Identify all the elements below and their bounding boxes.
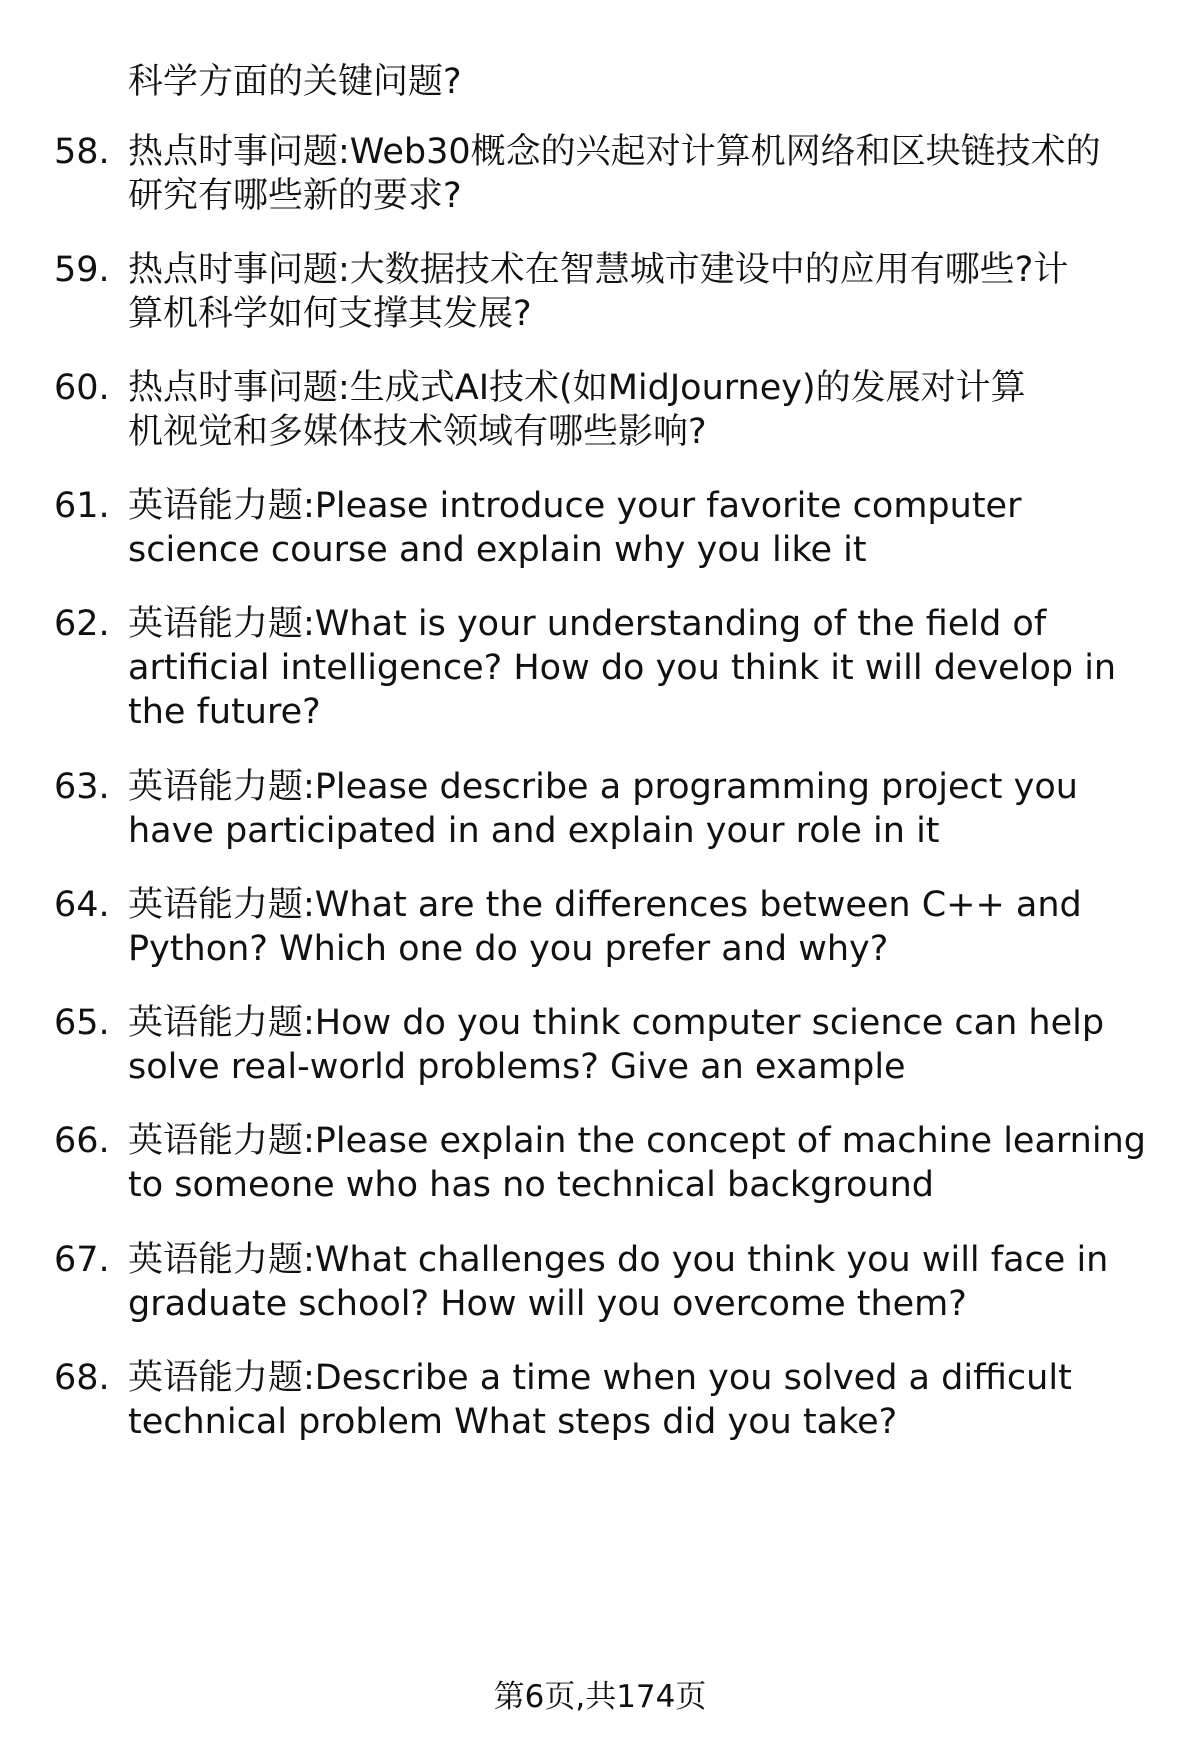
question-65-number: 65.	[54, 1003, 110, 1043]
question-64-number: 64.	[54, 885, 110, 925]
question-61-number: 61.	[54, 486, 110, 526]
question-68-number: 68.	[54, 1358, 110, 1398]
question-65-line-2: solve real-world problems? Give an example	[128, 1047, 906, 1087]
question-64-line-2: Python? Which one do you prefer and why?	[128, 929, 889, 969]
question-65-line-1: 英语能力题:How do you think computer science can help	[128, 1003, 1105, 1043]
question-58-number: 58.	[54, 132, 110, 172]
question-66-number: 66.	[54, 1121, 110, 1161]
question-67-line-1: 英语能力题:What challenges do you think you will face in	[128, 1240, 1109, 1280]
question-60-number: 60.	[54, 368, 110, 408]
question-67-line-2: graduate school? How will you overcome them?	[128, 1284, 967, 1324]
question-58-line-2: 研究有哪些新的要求?	[128, 176, 462, 216]
question-67-number: 67.	[54, 1240, 110, 1280]
question-62-line-3: the future?	[128, 692, 321, 732]
question-60-line-2: 机视觉和多媒体技术领域有哪些影响?	[128, 412, 707, 452]
question-59-line-2: 算机科学如何支撑其发展?	[128, 294, 532, 334]
page-footer: 第6页,共174页	[493, 1679, 707, 1715]
question-66-line-1: 英语能力题:Please explain the concept of machine learning	[128, 1121, 1146, 1161]
question-61-line-2: science course and explain why you like it	[128, 530, 867, 570]
question-63-number: 63.	[54, 767, 110, 807]
question-68-line-1: 英语能力题:Describe a time when you solved a difficult	[128, 1358, 1072, 1398]
question-58-line-1: 热点时事问题:Web30概念的兴起对计算机网络和区块链技术的	[128, 132, 1101, 172]
question-59-line-1: 热点时事问题:大数据技术在智慧城市建设中的应用有哪些?计	[128, 250, 1069, 290]
question-66-line-2: to someone who has no technical background	[128, 1165, 934, 1205]
question-60-line-1: 热点时事问题:生成式AI技术(如MidJourney)的发展对计算	[128, 368, 1026, 408]
question-63-line-2: have participated in and explain your role in it	[128, 811, 940, 851]
question-61-line-1: 英语能力题:Please introduce your favorite computer	[128, 486, 1022, 526]
question-64-line-1: 英语能力题:What are the differences between C++ and	[128, 885, 1082, 925]
question-59-number: 59.	[54, 250, 110, 290]
question-62-line-2: artificial intelligence? How do you think it will develop in	[128, 648, 1117, 688]
question-68-line-2: technical problem What steps did you take?	[128, 1402, 898, 1442]
continued-question-line: 科学方面的关键问题?	[128, 62, 462, 102]
question-62-line-1: 英语能力题:What is your understanding of the field of	[128, 604, 1047, 644]
question-63-line-1: 英语能力题:Please describe a programming project you	[128, 767, 1078, 807]
question-62-number: 62.	[54, 604, 110, 644]
